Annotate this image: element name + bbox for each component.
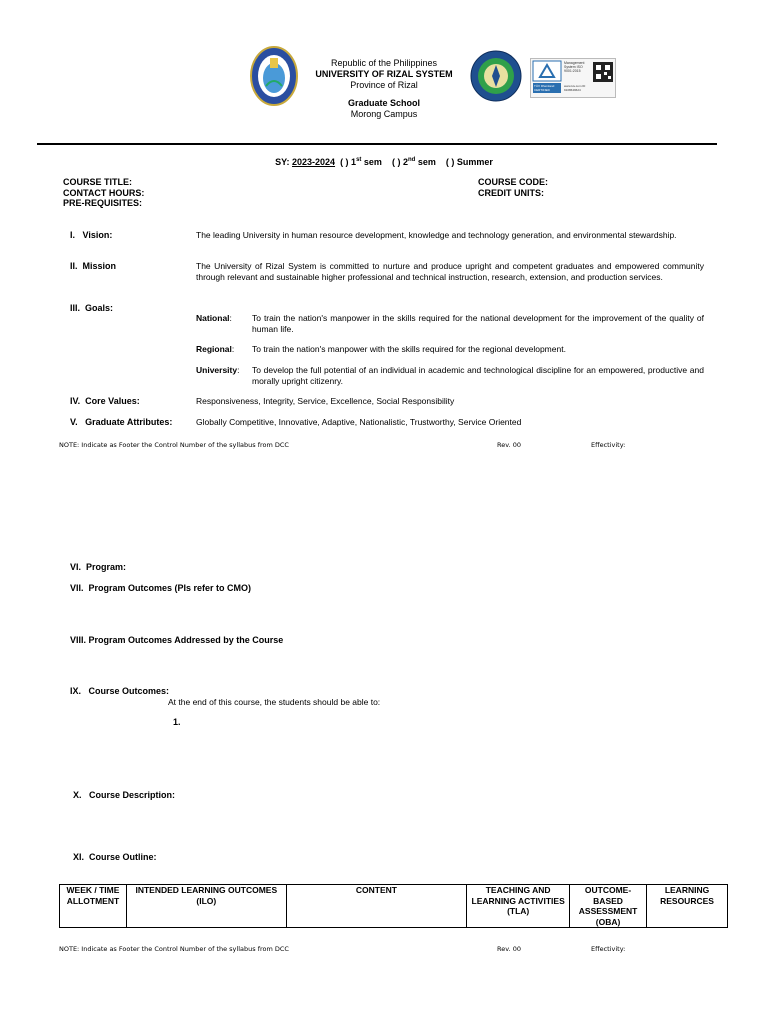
cert-text-1: Management System ISO 9001:2015 xyxy=(564,61,585,73)
goal-regional-text: To train the nation's manpower with the skills required for the regional development. xyxy=(252,344,566,354)
course-title-label: COURSE TITLE: xyxy=(63,177,132,187)
goal-national-text: To train the nation's manpower in the skills required for the national development for the improvement of the quality of human life. xyxy=(252,313,704,334)
program-label: VI. Program: xyxy=(70,562,127,572)
course-outcomes-label: IX. Course Outcomes: xyxy=(70,686,170,696)
graduate-attributes-label: V. Graduate Attributes: xyxy=(70,417,173,427)
header-graduate-school: Graduate School xyxy=(347,98,420,108)
table-header-row xyxy=(60,885,728,928)
contact-hours-label: CONTACT HOURS: xyxy=(63,187,145,198)
sy-second-sem: ( ) 2nd sem xyxy=(391,157,436,167)
course-outcome-item-1: 1. xyxy=(173,717,181,727)
course-outline-label: XI. Course Outline: xyxy=(73,852,157,862)
core-values-text: Responsiveness, Integrity, Service, Excellence, Social Responsibility xyxy=(196,396,455,406)
credit-units-label: CREDIT UNITS: xyxy=(478,187,544,198)
cert-text-3: www.tuv.com ID 9108649624 xyxy=(564,84,586,92)
school-year-line xyxy=(0,157,768,167)
footer-note-1: NOTE: Indicate as Footer the Control Number of the syllabus from DCC xyxy=(59,441,289,449)
prerequisites-label: PRE-REQUISITES: xyxy=(63,198,143,208)
mission-label: II. Mission xyxy=(70,261,117,271)
footer-rev-2: Rev. 00 xyxy=(497,945,521,953)
sy-label: SY: xyxy=(275,157,290,167)
vision-label: I. Vision: xyxy=(70,230,113,240)
header-resources: LEARNING RESOURCES xyxy=(647,885,728,928)
header-university: UNIVERSITY OF RIZAL SYSTEM xyxy=(315,69,453,79)
header-republic: Republic of the Philippines xyxy=(330,58,438,68)
goal-university-text: To develop the full potential of an individual in academic and technological discipline for an empowered, productive and morally upright citizenry. xyxy=(252,365,704,386)
sy-first-sem: ( ) 1st sem xyxy=(340,157,382,167)
iso-certification-badge xyxy=(530,58,616,98)
sy-year: 2023-2024 xyxy=(292,157,336,167)
goal-university-label: University: xyxy=(196,365,240,375)
program-outcomes-label: VII. Program Outcomes (PIs refer to CMO) xyxy=(70,583,252,593)
goals-label: III. Goals: xyxy=(70,303,114,313)
graduate-attributes-text: Globally Competitive, Innovative, Adaptive, Nationalistic, Trustworthy, Service Oriented xyxy=(196,417,522,427)
header-oba: OUTCOME-BASED ASSESSMENT (OBA) xyxy=(570,885,647,928)
goal-national-label: National: xyxy=(196,313,232,323)
course-outline-table xyxy=(59,884,728,928)
mission-text: The University of Rizal System is committed to nurture and produce upright and competent graduates and empowered community through relevant and sustainable higher professional and technical instruction, research, extension, and production services. xyxy=(196,261,704,282)
header-content: CONTENT xyxy=(286,885,467,928)
po-addressed-label: VIII. Program Outcomes Addressed by the Course xyxy=(70,635,284,645)
header-campus: Morong Campus xyxy=(350,109,418,119)
header-tla: TEACHING AND LEARNING ACTIVITIES (TLA) xyxy=(467,885,570,928)
vision-text: The leading University in human resource development, knowledge and technology generation, and environmental stewardship. xyxy=(196,230,677,240)
footer-effectivity-1: Effectivity: xyxy=(591,441,626,449)
header-province: Province of Rizal xyxy=(350,80,418,90)
footer-effectivity-2: Effectivity: xyxy=(591,945,626,953)
core-values-label: IV. Core Values: xyxy=(70,396,140,406)
goal-regional-label: Regional: xyxy=(196,344,235,354)
urs-seal-logo xyxy=(250,46,298,106)
course-code-label: COURSE CODE: xyxy=(478,177,549,187)
course-info-right xyxy=(478,177,548,198)
course-info-left xyxy=(63,177,144,209)
footer-rev-1: Rev. 00 xyxy=(497,441,521,449)
institution-header xyxy=(300,58,468,120)
course-outcomes-intro: At the end of this course, the students should be able to: xyxy=(168,697,381,707)
course-description-label: X. Course Description: xyxy=(73,790,176,800)
header-ilo: INTENDED LEARNING OUTCOMES (ILO) xyxy=(126,885,286,928)
cert-text-2: TÜV Rheinland CERTIFIED xyxy=(534,84,555,92)
sy-summer: ( ) Summer xyxy=(445,157,493,167)
footer-note-2: NOTE: Indicate as Footer the Control Number of the syllabus from DCC xyxy=(59,945,289,953)
header-divider xyxy=(37,143,717,145)
graduate-school-seal-logo xyxy=(470,50,522,102)
header-week: WEEK / TIME ALLOTMENT xyxy=(60,885,127,928)
